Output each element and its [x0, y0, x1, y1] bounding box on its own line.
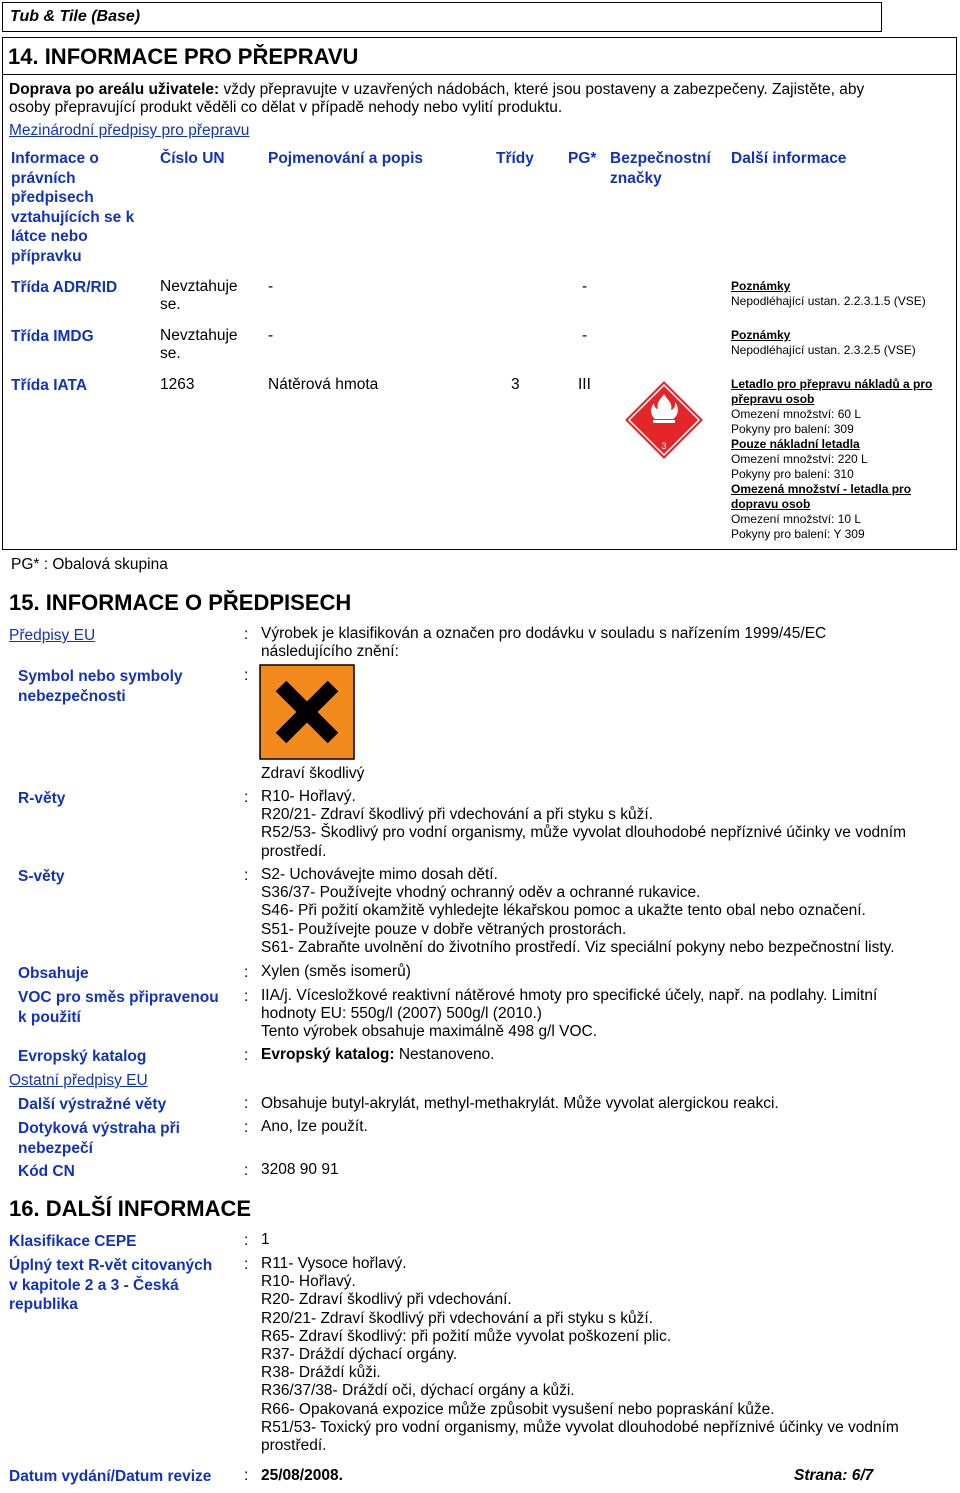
transport-paragraph-line-2: osoby přepravující produkt věděli co dělat v případě nehody nebo vylití produktu.: [9, 99, 563, 116]
colon: :: [244, 867, 249, 884]
additional-warnings-label: Další výstražné věty: [18, 1096, 167, 1113]
cepe-label: Klasifikace CEPE: [9, 1233, 137, 1250]
row-adr-pg: -: [582, 278, 588, 295]
row-iata-un: 1263: [160, 376, 195, 393]
row-adr-un: Nevztahuje se.: [160, 278, 238, 313]
intl-regulations-link[interactable]: Mezinárodní předpisy pro přepravu: [9, 122, 250, 139]
row-imdg-notes: Poznámky Nepodléhající ustan. 2.3.2.5 (VSE): [731, 328, 916, 357]
row-imdg-pg: -: [582, 327, 588, 344]
row-iata-pg: III: [578, 376, 591, 393]
col-header-other: Další informace: [731, 150, 847, 167]
contains-label: Obsahuje: [18, 965, 89, 982]
row-iata-name: Nátěrová hmota: [268, 376, 379, 393]
colon: :: [244, 964, 249, 981]
row-imdg-label: Třída IMDG: [11, 328, 94, 345]
voc-value: IIA/j. Vícesložkové reaktivní nátěrové hmoty pro specifické účely, např. na podlahy. Limitní hodnoty EU: 550g/l (2007) 500g/l (2010.) Tento výrobek obsahuje maximálně 498 g/l VOC.: [261, 987, 878, 1041]
section-14-title: 14. INFORMACE PRO PŘEPRAVU: [8, 44, 359, 69]
colon: :: [244, 1162, 249, 1179]
transport-paragraph-line-1: Doprava po areálu uživatele: vždy přepravujte v uzavřených nádobách, které jsou postaveny a zabezpečeny. Zajistěte, aby: [9, 81, 865, 98]
full-r-phrases-label: Úplný text R-vět citovaných v kapitole 2 a 3 - Česká republika: [9, 1257, 213, 1313]
colon: :: [244, 1256, 249, 1273]
colon: :: [244, 667, 249, 684]
row-adr-notes: Poznámky Nepodléhající ustan. 2.2.3.1.5 (VSE): [731, 279, 926, 308]
row-adr-label: Třída ADR/RID: [11, 279, 118, 296]
colon: :: [244, 1119, 249, 1136]
eu-regulations-label: Předpisy EU: [9, 627, 96, 644]
colon: :: [244, 1047, 249, 1064]
issue-date-value: 25/08/2008.: [261, 1467, 343, 1484]
section-15-title: 15. INFORMACE O PŘEDPISECH: [9, 590, 352, 615]
col-header-un: Číslo UN: [160, 150, 225, 167]
product-title: Tub & Tile (Base): [10, 8, 141, 25]
col-header-safety: Bezpečnostní značky: [610, 150, 711, 187]
page-number: Strana: 6/7: [794, 1467, 874, 1484]
cn-code-value: 3208 90 91: [261, 1161, 339, 1178]
eu-regulations-text: Výrobek je klasifikován a označen pro dodávku v souladu s nařízením 1999/45/EC následujícího znění:: [261, 625, 827, 661]
row-adr-name: -: [268, 278, 274, 295]
full-r-phrases-list: R11- Vysoce hořlavý. R10- Hořlavý. R20- Zdraví škodlivý při vdechování. R20/21- Zdraví škodlivý při vdechování a při styku s kůží. R65- Zdraví škodlivý: při požití může vyvolat poškození plic. R37- Dráždí dýchací orgány. R38- Dráždí kůži. R36/37/38- Dráždí oči, dýchací orgány a kůži. R66- Opakovaná expozice může způsobit vysušení nebo popraskání kůže. R51/53- Toxický pro vodní organismy, může vyvolat dlouhodobé nepříznivé účinky ve vodním prostředí.: [261, 1255, 899, 1455]
flammable-liquid-icon: [624, 380, 704, 460]
col-header-pg: PG*: [568, 150, 597, 167]
section-16-title: 16. DALŠÍ INFORMACE: [9, 1196, 252, 1221]
row-iata-label: Třída IATA: [11, 377, 88, 394]
colon: :: [244, 1467, 249, 1484]
tactile-warning-label: Dotyková výstraha při nebezpečí: [18, 1120, 180, 1157]
pg-footnote: PG* : Obalová skupina: [11, 556, 168, 573]
hazard-symbol-label: Symbol nebo symboly nebezpečnosti: [18, 668, 183, 705]
additional-warnings-value: Obsahuje butyl-akrylát, methyl-methakrylát. Může vyvolat alergickou reakci.: [261, 1095, 779, 1112]
hazard-symbol-caption: Zdraví škodlivý: [261, 765, 365, 782]
col-header-classes: Třídy: [496, 150, 534, 167]
svg-text:3: 3: [661, 441, 667, 451]
voc-label: VOC pro směs připravenou k použití: [18, 989, 219, 1026]
cepe-value: 1: [261, 1231, 270, 1248]
col-header-info: Informace o právních předpisech vztahujících se k látce nebo přípravku: [11, 150, 135, 265]
row-imdg-name: -: [268, 327, 274, 344]
colon: :: [244, 1232, 249, 1249]
tactile-warning-value: Ano, lze použít.: [261, 1118, 368, 1135]
contains-value: Xylen (směs isomerů): [261, 963, 411, 980]
r-phrases-list: R10- Hořlavý. R20/21- Zdraví škodlivý při vdechování a při styku s kůží. R52/53- Škodlivý pro vodní organismy, může vyvolat dlouhodobé nepříznivé účinky ve vodním prostředí.: [261, 788, 907, 860]
colon: :: [244, 1095, 249, 1112]
row-imdg-un: Nevztahuje se.: [160, 327, 238, 362]
eu-catalog-label: Evropský katalog: [18, 1048, 147, 1065]
harmful-x-icon: [259, 664, 355, 760]
issue-date-label: Datum vydání/Datum revize: [9, 1468, 212, 1485]
other-eu-regulations-label: Ostatní předpisy EU: [9, 1072, 148, 1089]
row-iata-other-info: Letadlo pro přepravu nákladů a pro přepravu osob Omezení množství: 60 L Pokyny pro balení: 309 Pouze nákladní letadla Omezení množství: 220 L Pokyny pro balení: 310 Omezená množství - letadla pro dopravu osob Omezení množství: 10 L Pokyny pro balení: Y 309: [731, 377, 933, 541]
row-iata-class: 3: [511, 376, 520, 393]
eu-catalog-value: Evropský katalog: Nestanoveno.: [261, 1046, 495, 1063]
col-header-name: Pojmenování a popis: [268, 150, 424, 167]
cn-code-label: Kód CN: [18, 1163, 75, 1180]
colon: :: [244, 626, 249, 643]
colon: :: [244, 988, 249, 1005]
s-phrases-label: S-věty: [18, 868, 65, 885]
r-phrases-label: R-věty: [18, 790, 66, 807]
colon: :: [244, 789, 249, 806]
section-divider: [3, 74, 956, 75]
s-phrases-list: S2- Uchovávejte mimo dosah dětí. S36/37- Používejte vhodný ochranný oděv a ochranné rukavice. S46- Při požití okamžitě vyhledejte lékařskou pomoc a ukažte tento obal nebo označení. S51- Používejte pouze v dobře větraných prostorách. S61- Zabraňte uvolnění do životního prostředí. Viz speciální pokyny nebo bezpečnostní listy.: [261, 866, 895, 956]
